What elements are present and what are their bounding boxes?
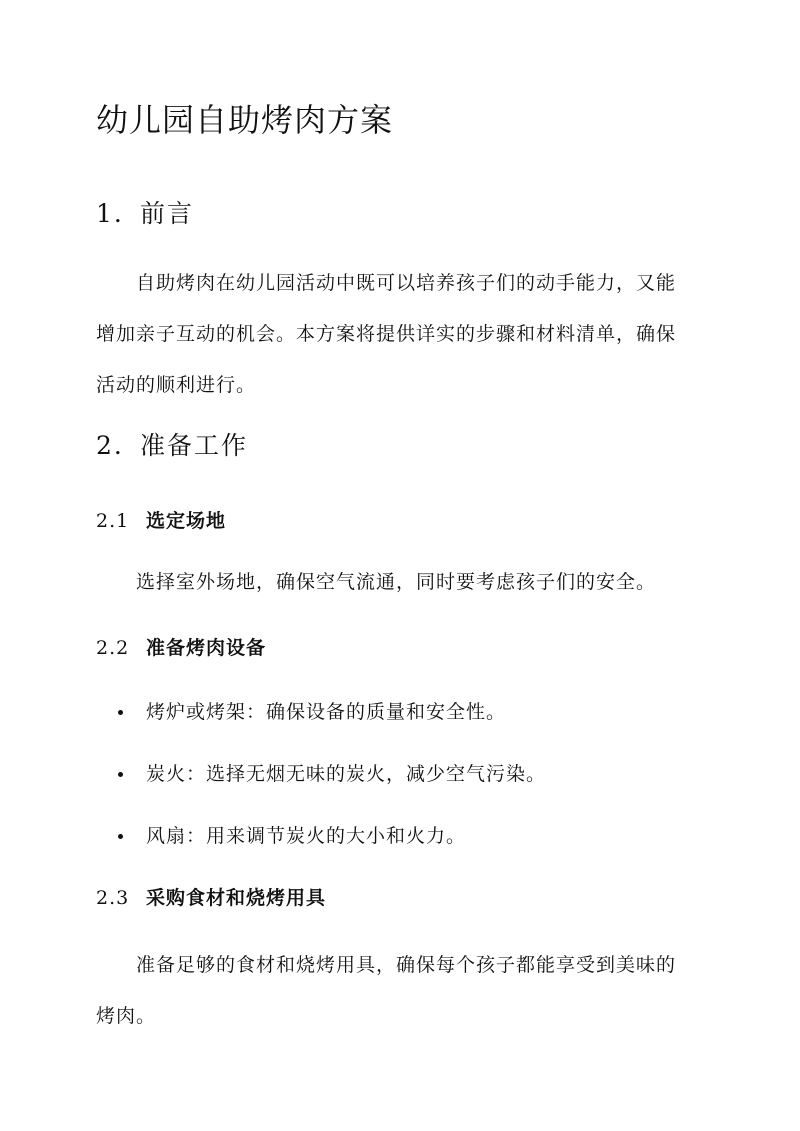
paragraph-line: 烤肉。 [96,1005,157,1027]
list-item-text: 风扇：用来调节炭火的大小和火力。 [146,825,467,847]
venue-paragraph [96,557,704,608]
document-title: 幼儿园自助烤肉方案 [96,101,394,139]
section-number: 1. [96,199,124,228]
subsection-title: 选定场地 [146,510,227,532]
subsection-number: 2.3 [96,887,130,909]
section-heading-preface [96,196,194,232]
section-number: 2. [96,431,124,460]
paragraph-line: 准备足够的食材和烧烤用具，确保每个孩子都能享受到美味的 [136,954,677,976]
paragraph-line: 自助烤肉在幼儿园活动中既可以培养孩子们的动手能力，又能 [136,272,677,294]
subsection-number: 2.2 [96,637,130,659]
paragraph-line: 增加亲子互动的机会。本方案将提供详实的步骤和材料清单，确保 [96,323,677,345]
ingredients-paragraph [96,940,704,1042]
subsection-number: 2.1 [96,510,130,532]
subsection-heading-venue [96,507,226,535]
bullet-icon [118,772,123,777]
list-item-text: 炭火：选择无烟无味的炭火，减少空气污染。 [146,763,547,785]
subsection-title: 采购食材和烧烤用具 [146,887,327,909]
preface-paragraph [96,258,704,411]
section-title: 前言 [140,199,195,228]
subsection-title: 准备烤肉设备 [146,637,267,659]
section-heading-preparation [96,428,248,464]
subsection-heading-ingredients [96,884,326,912]
paragraph-line: 选择室外场地，确保空气流通，同时要考虑孩子们的安全。 [136,571,657,593]
subsection-heading-equipment [96,634,266,662]
bullet-icon [118,834,123,839]
bullet-icon [118,710,123,715]
paragraph-line: 活动的顺利进行。 [96,374,257,396]
list-item-text: 烤炉或烤架：确保设备的质量和安全性。 [146,701,507,723]
section-title: 准备工作 [140,431,249,460]
